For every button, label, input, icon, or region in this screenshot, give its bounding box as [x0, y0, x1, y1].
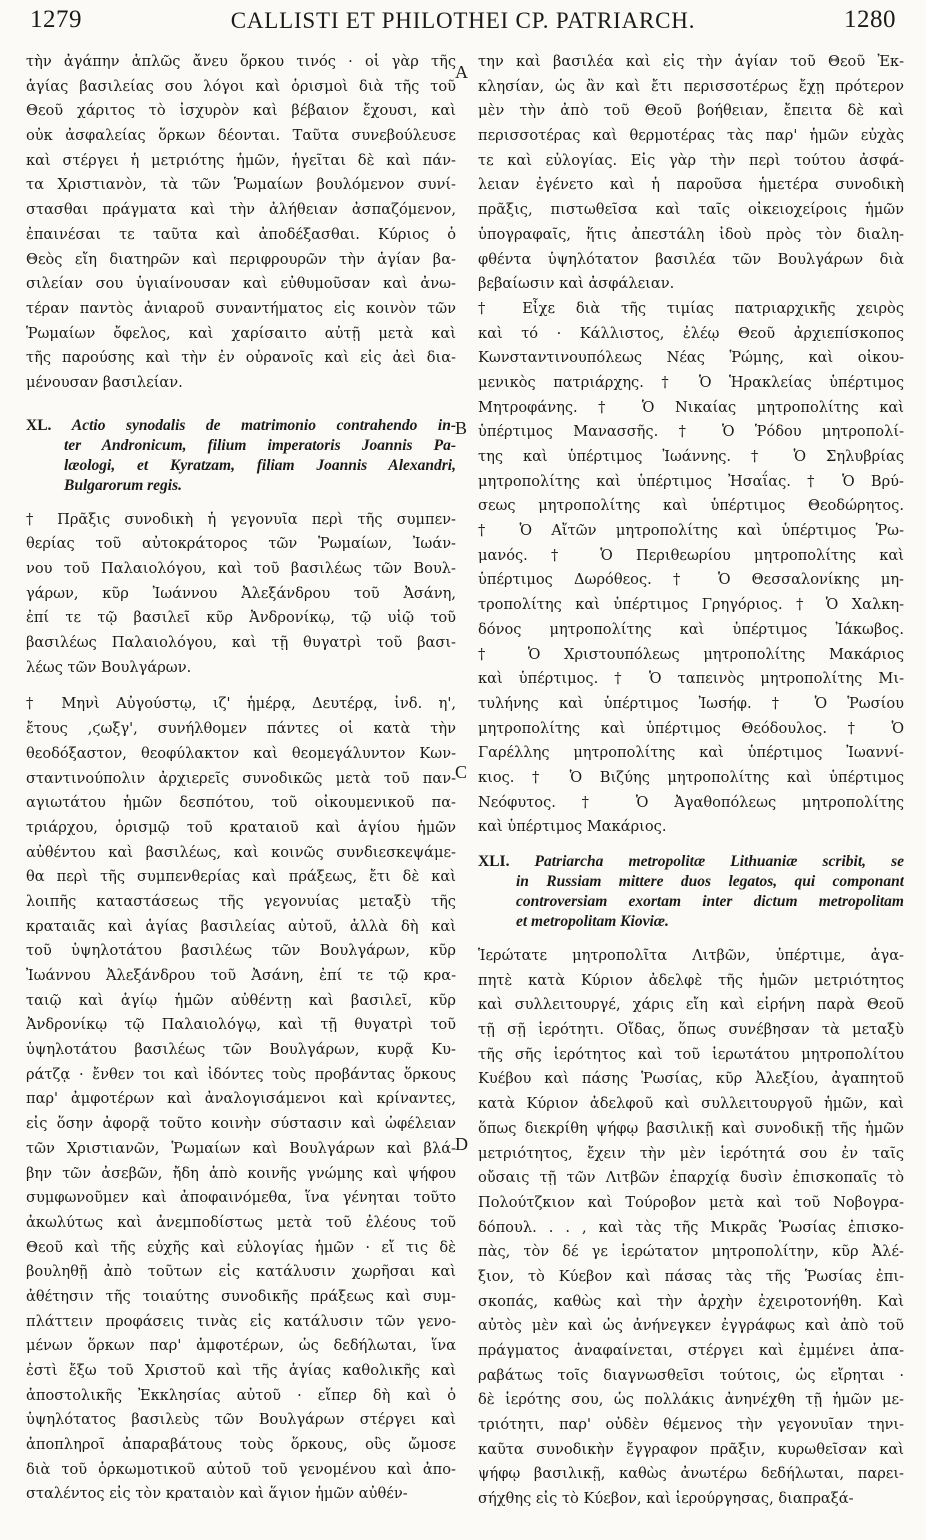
text-line: Ἰωάννου Ἀλεξάνδρου τοῦ Ἀσάνη, ἐπί τε τῷ κρα- — [26, 967, 456, 984]
text-line: κιος. † Ὁ Βιζύης μητροπολίτης καὶ ὑπέρτιμος — [478, 768, 904, 786]
text-line: βεβαίωσιν καὶ ἀσφάλειαν. — [478, 275, 675, 293]
text-line: τέραν παντὸς ἀνιαροῦ συναντήματος εἰς κοινὸν τῶν — [26, 299, 456, 317]
text-line: κατὰ Κύριον ἀδελφοῦ καὶ συλλειτουργοῦ ἡμῶν, καὶ — [478, 1095, 904, 1113]
text-line: αὐθέντου καὶ βασιλέως, καὶ κοινῶς συνδιεσκεψάμε- — [26, 843, 456, 861]
left-para-3 — [26, 692, 456, 1507]
text-line: οὐκ ἀσφαλείας ὅρκων δέονται. Ταῦτα συνεβούλευσε — [26, 127, 456, 145]
text-line: ἐπί τε τῷ βασιλεῖ κῦρ Ἀνδρονίκῳ, τῷ υἱῷ τοῦ — [26, 609, 456, 627]
right-para-3 — [478, 944, 904, 1512]
text-line: καὶ ὑπέρτιμος. † Ὁ ταπεινὸς μητροπολίτης Μι- — [478, 670, 904, 688]
text-line: Μητροφάνης. † Ὁ Νικαίας μητροπολίτης καὶ — [478, 398, 904, 416]
page-number-left: 1279 — [30, 6, 82, 33]
text-line: νου τοῦ Παλαιολόγου, καὶ τοῦ βασιλέως τῶν Βουλ- — [26, 560, 456, 577]
text-line: ξιον, τὸ Κύεβον καὶ πάσας τὰς τῆς Ῥωσίας ἐπι- — [478, 1267, 904, 1285]
margin-marker-b: B — [455, 418, 468, 438]
margin-marker-a: A — [455, 62, 468, 82]
text-line: μένων ὅρκων παρ' ἀμφοτέρων, ὡς δεδήλωται, ἵνα — [26, 1337, 456, 1355]
text-line: ἀκωλύτως καὶ ἀνεμποδίστως μετὰ τοῦ ἐλέους τοῦ — [26, 1213, 456, 1231]
text-line: βουληθῇ ἀπὸ τοῦτων εἰς κατάλυσιν χωρῆσαι καὶ — [26, 1263, 456, 1281]
text-line: θεοδόξαστον, θεοφύλακτον καὶ θεομεγάλυντον Κων- — [26, 744, 456, 762]
text-line: ἀποπληροῖ ἀπαραβάτους τοὺς ὅρκους, οὓς ὤμοσε — [26, 1436, 456, 1454]
section-number: XL. — [26, 416, 72, 434]
text-line: μητροπολίτης καὶ ὑπέρτιμος Θεόδουλος. † Ὁ — [478, 719, 904, 737]
text-line: καῦτα συνοδικὴν ἔγγραφον πρᾶξιν, κυρωθεῖσαν καὶ — [478, 1440, 904, 1458]
text-line: αὐτὸς μὲν καὶ ὡς ἀνήνεγκεν ἐγγράφως καὶ ἀπὸ τοῦ — [478, 1317, 904, 1335]
text-line: πράγματος ἀναφαίνεται, στέργει καὶ ἐμμένει ἀπα- — [478, 1342, 904, 1359]
running-title: CALLISTI ET PHILOTHEI CP. PATRIARCH. — [230, 8, 696, 33]
text-line: σταλέντος εἰς τὸν κραταιὸν καὶ ἅγιον ἡμῶν αὐθέν- — [26, 1485, 408, 1503]
text-line: Ἀνδρονίκῳ τῷ Παλαιολόγῳ, καὶ τῇ θυγατρὶ τοῦ — [26, 1016, 456, 1034]
text-line: πλάττειν προφάσεις τινὰς εἰς κατάλυσιν τῶν γενο- — [26, 1312, 456, 1330]
text-line: πὰς, τὸν δέ γε ἱερώτατον μητροπολίτην, κῦρ Ἀλέ- — [478, 1243, 904, 1261]
text-line: controversiam exortam inter dictum metropolitam — [516, 893, 904, 910]
text-line: Ἱερώτατε μητροπολῖτα Λιτβῶν, ὑπέρτιμε, ἀγα- — [478, 947, 904, 964]
page-header — [30, 6, 896, 46]
text-line: τριάρχου, ὁρισμῷ τοῦ κραταιοῦ καὶ ἁγίου ἡμῶν — [26, 818, 456, 836]
right-para-1 — [478, 50, 904, 297]
margin-marker-d: D — [455, 1134, 468, 1154]
text-line: βην τῶν ἀσεβῶν, ἤδη ἀπὸ κοινῆς γνώμης καὶ ψήφου — [26, 1164, 456, 1182]
text-line: ὑψηλοτάτου βασιλέως τῶν Βουλγάρων, κυρᾷ Κυ- — [26, 1041, 456, 1059]
text-line: ἔτους ,ϛωξγ', συνήλθομεν πάντες οἱ κατὰ τὴν — [26, 720, 456, 738]
text-line: Κυέβου καὶ πάσης Ῥωσίας, κῦρ Ἀλεξίου, ἀγαπητοῦ — [478, 1070, 904, 1088]
text-line: την καὶ βασιλέα καὶ εἰς τὴν ἁγίαν τοῦ Θεοῦ Ἐκ- — [478, 53, 904, 70]
right-para-2 — [478, 297, 904, 840]
text-line: ἀθέτησιν τῆς τοιαύτης συνοδικῆς πράξεως καὶ συμ- — [26, 1287, 456, 1305]
text-line: βασιλέως Παλαιολόγου, καὶ τῇ θυγατρὶ τοῦ βασι- — [26, 634, 456, 652]
text-line: της καὶ ὑπέρτιμος Ἰωάννης. † Ὁ Σηλυβρίας — [478, 448, 904, 465]
text-line: μητροπολίτης καὶ ὑπέρτιμος Ἠσαΐας. † Ὁ Βρύ- — [478, 472, 904, 490]
text-line: τριότητι, παρ' οὐδὲν θέμενος τὴν γεγονυῖαν τηνι- — [478, 1416, 904, 1434]
text-line: XLI. Patriarcha metropolitæ Lithuaniæ scribit, se — [478, 853, 904, 870]
text-line: τε καὶ εὐλογίας. Εἰς γὰρ τὴν περὶ τούτου ἀσφά- — [478, 151, 904, 169]
text-line: σήχθης εἰς τὸ Κύεβον, καὶ ἱερούργησας, διαπραξά- — [478, 1490, 854, 1508]
text-line: λειαν ἐγένετο καὶ ἡ παροῦσα ἡμετέρα συνοδικὴ — [478, 176, 904, 194]
text-line: Γαρέλλης μητροπολίτης καὶ ὑπέρτιμος Ἰωαννί- — [478, 744, 904, 762]
text-line: περισσοτέρας καὶ θερμοτέρας τὰς παρ' ἡμῶν εὐχὰς — [478, 127, 904, 145]
text-line: τοῦ ὑψηλοτάτου βασιλέως τῶν Βουλγάρων, κῦρ — [26, 942, 456, 960]
text-line: ἐστὶ ἔξω τοῦ Χριστοῦ καὶ τῆς ἁγίας καθολικῆς καὶ — [26, 1362, 456, 1379]
text-line: ραβάτως τοῖς διαγνωσθεῖσι τούτοις, ὡς εἴρηται · — [478, 1366, 904, 1384]
text-line: μὲν τὴν ἀπὸ τοῦ Θεοῦ βοήθειαν, ἔπειτα δὲ καὶ — [478, 102, 904, 120]
text-line: θα περὶ τῆς συμπενθερίας καὶ πράξεως, ἔτι δὲ καὶ — [26, 868, 456, 886]
text-line: ὑπέρτιμος Δωρόθεος. † Ὁ Θεσσαλονίκης μη- — [478, 571, 904, 589]
text-line: τῇ σῇ ἱερότητι. Οἴδας, ὅπως συνέβησαν τὰ μεταξὺ — [478, 1021, 904, 1039]
text-line: ψήφῳ βασιλικῇ, καθὼς ἀνωτέρω δεδήλωται, παρει- — [478, 1465, 904, 1483]
margin-marker-c: C — [455, 762, 468, 782]
text-line: τῶν Χριστιανῶν, Ῥωμαίων καὶ Βουλγάρων καὶ βλά- — [26, 1139, 456, 1157]
left-column — [26, 50, 456, 1507]
text-line: οὔσαις τῇ τῶν Λιτβῶν ἐπαρχίᾳ δυσὶν ἐπισκοπαῖς τὸ — [478, 1169, 904, 1187]
text-line: καὶ στέργει ἡ μετριότης ἡμῶν, ἡγεῖται δὲ καὶ πάν- — [26, 151, 456, 169]
text-line: ταιῷ καὶ ἁγίῳ ἡμῶν αὐθέντῃ καὶ βασιλεῖ, κῦρ — [26, 991, 456, 1009]
text-line: Θεοῦ καὶ τῆς εὐχῆς καὶ εὐλογίας ἡμῶν · εἴ τις δὲ — [26, 1238, 456, 1256]
text-line: θερίας τοῦ αὐτοκράτορος τῶν Ῥωμαίων, Ἰωάν- — [26, 535, 456, 553]
page-number-right: 1280 — [844, 6, 896, 33]
text-line: λοιπῆς καταστάσεως τῆς γεγονυίας μεταξὺ τῆς — [26, 892, 456, 910]
text-line: μανός. † Ὁ Περιθεωρίου μητροπολίτης καὶ — [478, 546, 904, 564]
text-line: Κωνσταντινουπόλεως Νέας Ῥώμης, καὶ οἰκου- — [478, 349, 904, 367]
text-line: γάρων, κῦρ Ἰωάννου Ἀλεξάνδρου τοῦ Ἀσάνη, — [26, 584, 456, 602]
text-line: ράτζᾳ · ἔνθεν τοι καὶ ἰδόντες τοὺς προβάντας ὅρκους — [26, 1065, 456, 1083]
text-line: in Russiam mittere duos legatos, qui componant — [516, 873, 904, 890]
section-heading-xli — [478, 852, 904, 932]
text-line: ἁγίας βασιλείας σου λόγοι καὶ ὁρισμοὶ διὰ τῆς τοῦ — [26, 77, 456, 95]
text-line: τυλήνης καὶ ὑπέρτιμος Ἰωσήφ. † Ὁ Ῥωσίου — [478, 694, 904, 712]
text-line: Θεοῦ χάριτος τὸ ἰσχυρὸν καὶ βέβαιον ἔχουσι, καὶ — [26, 102, 456, 120]
text-line: σιλείαν σου ὑγιαίνουσαν καὶ εὐθυμοῦσαν καὶ ἀνω- — [26, 275, 456, 293]
text-line: δόπουλ. . . , καὶ τὰς τῆς Μικρᾶς Ῥωσίας ἐπισκο- — [478, 1218, 904, 1236]
text-line: καὶ ὑπέρτιμος Μακάριος. — [478, 818, 667, 836]
text-line: σκοπάς, καθὼς καὶ τὴν ἀρχὴν ἐχειροτονήθη. Καὶ — [478, 1292, 904, 1310]
text-line: καὶ τό · Κάλλιστος, ἐλέῳ Θεοῦ ἀρχιεπίσκοπος — [478, 324, 904, 342]
text-line: † Ὁ Αἴτῶν μητροπολίτης καὶ ὑπέρτιμος Ῥω- — [478, 522, 904, 540]
text-line: καὶ συλλειτουργέ, χάρις εἴη καὶ εἰρήνη παρὰ Θεοῦ — [478, 996, 904, 1014]
text-line: et metropolitam Kioviæ. — [516, 913, 669, 930]
left-para-1 — [26, 50, 456, 396]
text-line: ἀποστολικῆς Ἐκκλησίας αὐτοῦ · εἴπερ δὴ καὶ ὁ — [26, 1386, 456, 1404]
text-line: φθέντα ὑψηλότατον βασιλέα τῶν Βουλγάρων διὰ — [478, 250, 904, 268]
text-line: Πολούτζκιον καὶ Τούροβον μετὰ καὶ τοῦ Νοβογρα- — [478, 1193, 904, 1211]
text-line: Θεὸς εἴη διατηρῶν καὶ περιφρουρῶν τὴν ἁγίαν βα- — [26, 250, 456, 268]
text-line: πητὲ κατὰ Κύριον ἀδελφὲ τῆς ἡμῶν μετριότητος — [478, 971, 904, 989]
text-line: XL. Actio synodalis de matrimonio contrahendo in- — [26, 416, 456, 434]
left-para-2 — [26, 508, 456, 681]
text-line: † Μηνὶ Αὐγούστῳ, ιζ' ἡμέρᾳ, Δευτέρᾳ, ἰνδ. η', — [26, 695, 456, 713]
right-column — [478, 50, 904, 1512]
section-number: XLI. — [478, 853, 535, 870]
text-line: τροπολίτης καὶ ὑπέρτιμος Γρηγόριος. † Ὁ Χαλκη- — [478, 596, 904, 614]
text-line: τῆς σῆς ἱερότητος καὶ τοῦ ἱερωτάτου μητροπολίτου — [478, 1045, 904, 1063]
text-line: ὑψηλότατος βασιλεὺς τῶν Βουλγάρων στέργει καὶ — [26, 1411, 456, 1429]
text-line: μένουσαν βασιλείαν. — [26, 373, 183, 391]
text-line: ὅπως διεκρίθη ψήφῳ βασιλικῇ καὶ συνοδικῇ τῆς ἡμῶν — [478, 1119, 904, 1137]
text-line: λέως τῶν Βουλγάρων. — [26, 658, 192, 676]
text-line: παρ' ἀμφοτέρων καὶ ἀναλογισάμενοι καὶ κρίναντες, — [26, 1090, 456, 1108]
text-line: ὑπέρτιμος Μανασσῆς. † Ὁ Ῥόδου μητροπολί- — [478, 423, 904, 441]
text-line: † Εἶχε διὰ τῆς τιμίας πατριαρχικῆς χειρὸς — [478, 299, 904, 317]
section-heading-xl — [26, 416, 456, 496]
text-line: δὲ ἱερότης σου, ὡς πολλάκις ἀνηνέχθη τῇ ἡμῶν με- — [478, 1391, 904, 1409]
text-line: ter Andronicum, filium imperatoris Joannis Pa- — [64, 436, 456, 454]
text-line: μετριότητος, ἔχειν τὴν μὲν ἱερότητά σου ἐν ταῖς — [478, 1144, 904, 1162]
text-line: αγιωτάτου ἡμῶν δεσπότου, τοῦ οἰκουμενικοῦ πα- — [26, 794, 456, 812]
text-line: læologi, et Kyratzam, filiam Joannis Alexandri, — [64, 456, 456, 474]
text-line: σεως μητροπολίτης καὶ ὑπέρτιμος Θεοδώρητος. — [478, 497, 904, 515]
text-line: στασθαι πράγματα καὶ τὴν ἀλήθειαν ἀσπαζόμενον, — [26, 201, 456, 219]
text-line: Ῥωμαίων ὄφελος, καὶ χαρίσαιτο αὐτῇ μετὰ καὶ — [26, 324, 456, 342]
text-line: ἐπαινέσαι τε ταῦτα καὶ ἀποδέξασθαι. Κύριος ὁ — [26, 225, 456, 243]
text-line: Bulgarorum regis. — [64, 476, 183, 494]
text-line: κραταιᾶς καὶ ἁγίας βασιλείας αὐτοῦ, ἀλλὰ δὴ καὶ — [26, 917, 456, 935]
text-line: † Ὁ Χριστουπόλεως μητροπολίτης Μακάριος — [478, 645, 904, 663]
text-line: τα Χριστιανὸν, τὰ τῶν Ῥωμαίων βουλόμενον συνί- — [26, 176, 456, 194]
text-line: μενικὸς πατριάρχης. † Ὁ Ἡρακλείας ὑπέρτιμος — [478, 373, 904, 391]
text-line: Νεόφυτος. † Ὁ Ἀγαθοπόλεως μητροπολίτης — [478, 793, 904, 811]
text-line: εἰς ὅσην ἀφορᾷ τοῦτο κοινὴν σύστασιν καὶ ὠφέλειαν — [26, 1115, 456, 1133]
text-line: κλησίαν, ὡς ἂν καὶ ἔτι περισσοτέρως ἔχῃ πρότερον — [478, 77, 904, 95]
text-line: διὰ τοῦ ὁρκωμοτικοῦ αὐτοῦ τοῦ γενομένου καὶ ἀπο- — [26, 1460, 456, 1478]
text-line: τῆς παρούσης καὶ τὴν ἐν οὐρανοῖς καὶ εἰς ἀεὶ δια- — [26, 349, 456, 367]
text-line: συμφωνοῦμεν καὶ ἀποφαινόμεθα, ἵνα γένηται τοῦτο — [26, 1189, 456, 1207]
text-line: δόνος μητροπολίτης καὶ ὑπέρτιμος Ἰάκωβος. — [478, 620, 904, 638]
text-line: † Πρᾶξις συνοδικὴ ἡ γεγονυῖα περὶ τῆς συμπεν- — [26, 510, 456, 528]
text-line: ὑπογραφαῖς, ἥτις ἀπεστάλη ἰδοὺ πρὸς τὸν διαλη- — [478, 225, 904, 243]
text-line: τὴν ἀγάπην ἁπλῶς ἄνευ ὅρκου τινός · οἱ γὰρ τῆς — [26, 53, 456, 70]
text-line: πρᾶξις, πιστωθεῖσα καὶ ταῖς οἰκειοχείροις ἡμῶν — [478, 201, 904, 219]
text-line: σταντινούπολιν ἀρχιερεῖς συνοδικῶς μετὰ τοῦ παν- — [26, 769, 456, 787]
